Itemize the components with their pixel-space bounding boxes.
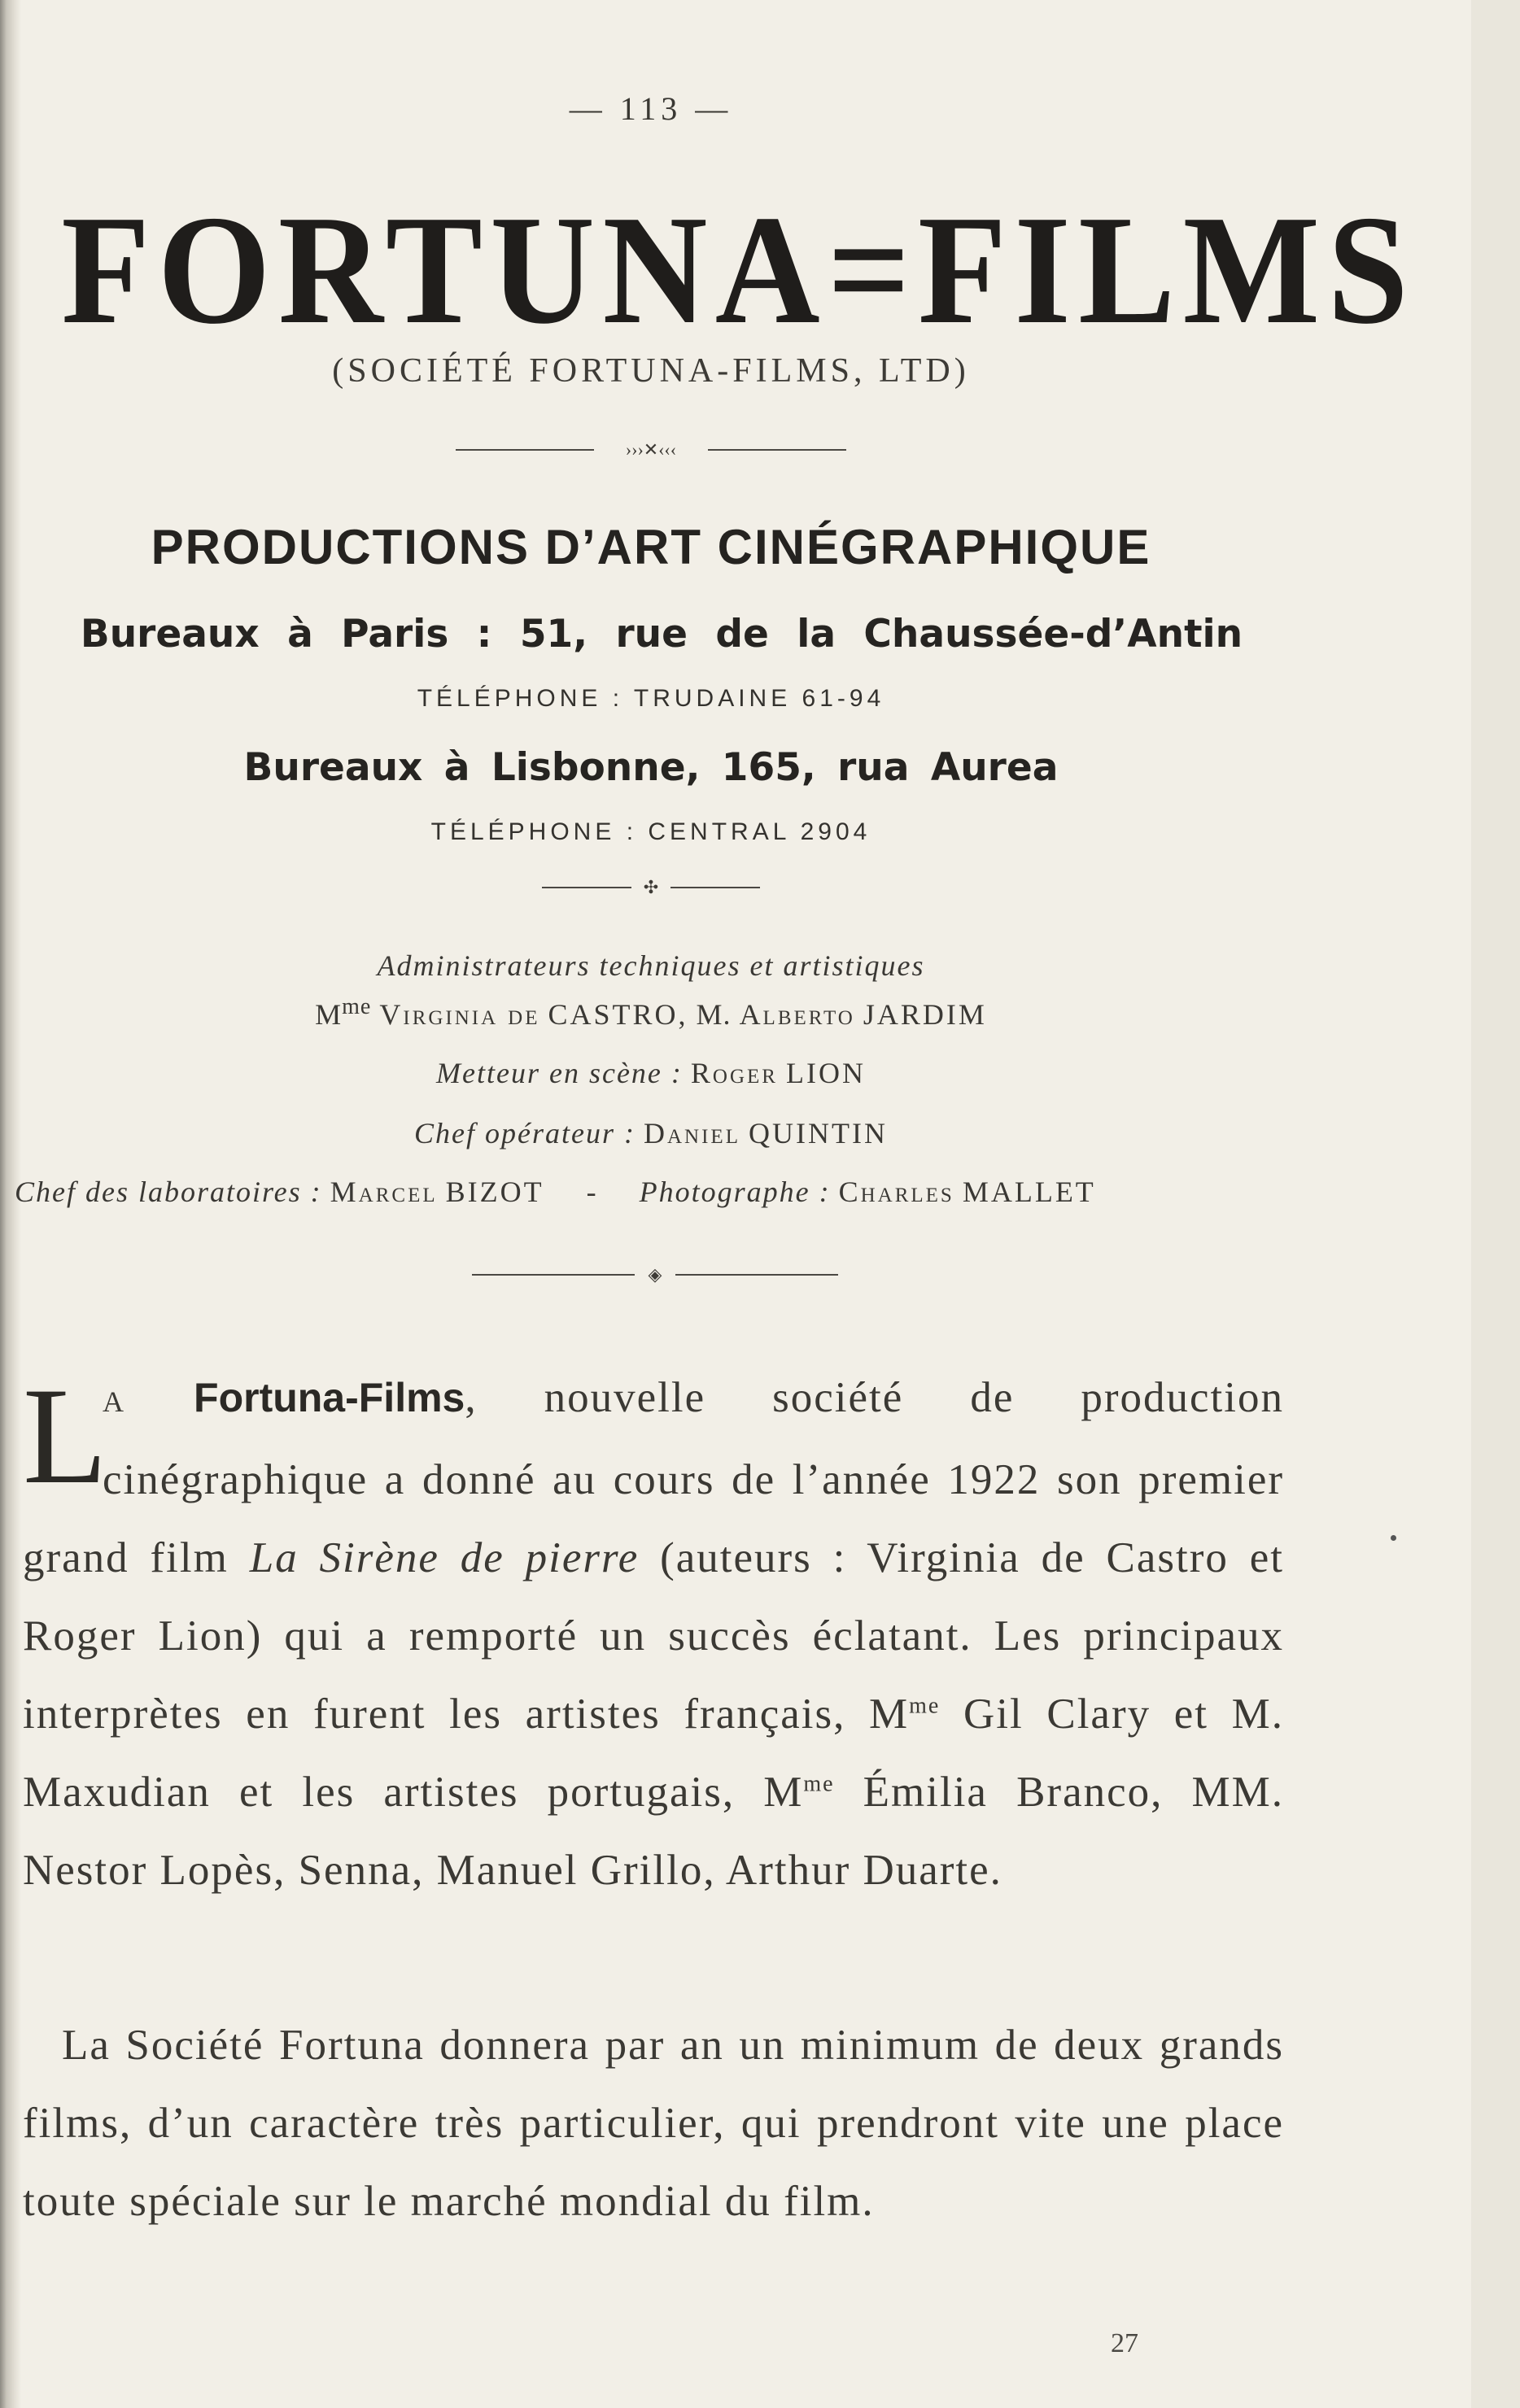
operator-first-name: Daniel: [644, 1117, 740, 1149]
lisbon-office-address: Bureaux à Lisbonne, 165, rua Aurea: [243, 745, 1059, 790]
para1-text-d: Émilia Branco, MM. Nestor Lopès, Senna, Manuel Grillo, Arthur Duarte.: [23, 1769, 1284, 1894]
page-number: — 113 —: [569, 90, 733, 127]
signature-number: 27: [1111, 2328, 1138, 2358]
lab-and-photographer-line: [15, 1175, 1284, 1209]
labs-role: Chef des laboratoires :: [15, 1176, 322, 1208]
ornament-mark-middle: ✣: [643, 877, 659, 897]
company-title: FORTUNA=FILMS: [61, 183, 1417, 356]
para1-text-a: , nouvelle société de production cinégraphique a donné au cours de l’année 1922 son premier grand film: [23, 1374, 1285, 1581]
administrators-line: [0, 994, 1302, 1032]
paragraph-intro: [23, 1359, 1284, 1909]
drop-cap-rest: A: [103, 1385, 127, 1418]
company-name: Fortuna-Films: [194, 1375, 465, 1420]
admin1-last-name: CASTRO,: [548, 998, 688, 1031]
photographer-first-name: Charles: [838, 1176, 954, 1208]
ornament-divider-middle: [542, 875, 760, 900]
para1-text-b: (auteurs : Virginia de Castro et Roger Lion) qui a remporté un succès éclatant. Les principaux interprètes en furent les artistes français, M: [23, 1534, 1284, 1738]
paragraph-plans: [23, 2006, 1284, 2240]
para2-text: La Société Fortuna donnera par an un minimum de deux grands films, d’un caractère très particulier, qui prendront vite une place toute spéciale sur le marché mondial du film.: [23, 2022, 1284, 2225]
operator-line: [0, 1116, 1302, 1150]
drop-cap: L: [23, 1359, 107, 1512]
photographer-last-name: MALLET: [962, 1176, 1096, 1208]
labs-last-name: BIZOT: [445, 1176, 544, 1208]
director-line: [0, 1056, 1302, 1090]
para1-text-c: Gil Clary et M. Maxudian et les artistes portugais, M: [23, 1690, 1284, 1816]
drop-cap-float: [23, 1359, 103, 1505]
margin-dot: [1391, 1535, 1396, 1541]
company-subtitle: (SOCIÉTÉ FORTUNA-FILMS, LTD): [332, 352, 970, 390]
admin1-title-sup: me: [342, 994, 372, 1019]
admin2-title: M.: [696, 998, 732, 1031]
productions-heading: PRODUCTIONS D’ART CINÉGRAPHIQUE: [151, 520, 1151, 574]
lisbon-phone: TÉLÉPHONE : CENTRAL 2904: [430, 818, 871, 845]
ornament-mark-bottom: ◈: [648, 1264, 662, 1285]
ornament-divider-bottom: [472, 1263, 838, 1287]
director-first-name: Roger: [690, 1057, 778, 1089]
admin2-last-name: JARDIM: [863, 998, 987, 1031]
operator-role: Chef opérateur :: [414, 1117, 636, 1149]
director-last-name: LION: [785, 1057, 866, 1089]
admin1-title: M: [315, 998, 343, 1031]
photographer-role: Photographe :: [639, 1176, 831, 1208]
labs-first-name: Marcel: [330, 1176, 438, 1208]
staff-separator: -: [586, 1176, 597, 1208]
film-title: La Sirène de pierre: [249, 1534, 640, 1581]
para1-sup1: me: [909, 1693, 941, 1719]
admin2-first-name: Alberto: [739, 998, 855, 1031]
staff-heading: Administrateurs techniques et artistiques: [377, 949, 925, 982]
para2-indent: [23, 2022, 62, 2069]
para1-sup2: me: [803, 1771, 835, 1797]
ornament-mark-top: ›››✕‹‹‹: [625, 439, 677, 460]
ornament-divider-top: [456, 438, 846, 462]
director-role: Metteur en scène :: [436, 1057, 683, 1089]
paris-office-address: Bureaux à Paris : 51, rue de la Chaussée-d’Antin: [80, 612, 1243, 657]
operator-last-name: QUINTIN: [748, 1117, 888, 1149]
page-edge: [1471, 0, 1520, 2408]
admin1-first-name: Virginia de: [379, 998, 540, 1031]
paris-phone: TÉLÉPHONE : TRUDAINE 61-94: [417, 685, 885, 712]
